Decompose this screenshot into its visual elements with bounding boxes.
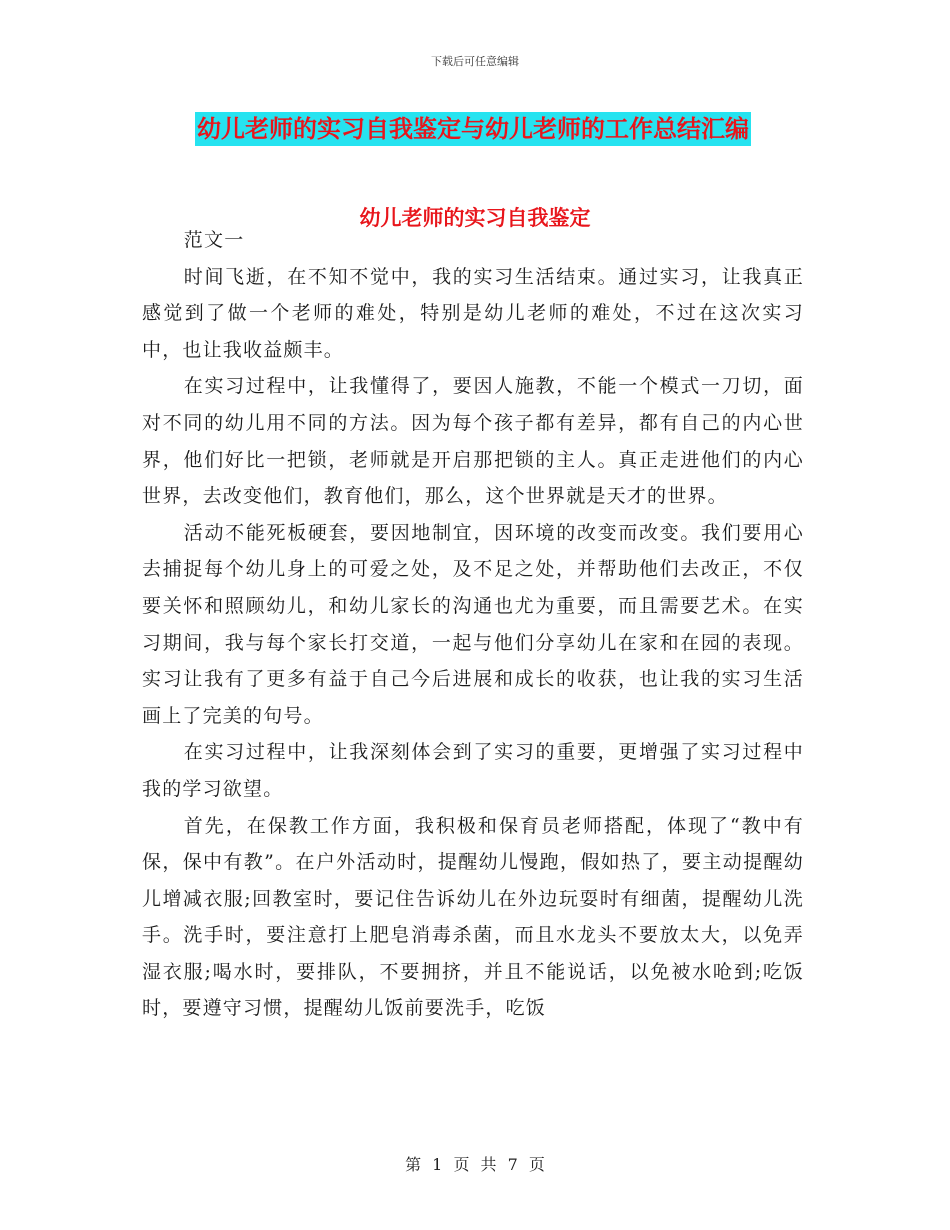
document-title: 幼儿老师的实习自我鉴定与幼儿老师的工作总结汇编 bbox=[195, 112, 751, 146]
paragraph: 活动不能死板硬套，要因地制宜，因环境的改变而改变。我们要用心去捕捉每个幼儿身上的可爱之处，及不足之处，并帮助他们去改正，不仅要关怀和照顾幼儿，和幼儿家长的沟通也尤为重要，而且需要艺术。在实习期间，我与每个家长打交道，一起与他们分享幼儿在家和在园的表现。实习让我有了更多有益于自己今后进展和成长的收获，也让我的实习生活画上了完美的句号。 bbox=[142, 521, 804, 727]
paragraph: 在实习过程中，让我深刻体会到了实习的重要，更增强了实习过程中我的学习欲望。 bbox=[142, 741, 804, 800]
section-title: 幼儿老师的实习自我鉴定 bbox=[359, 206, 591, 230]
document-body bbox=[142, 222, 804, 1027]
paragraph: 在实习过程中，让我懂得了，要因人施教，不能一个模式一刀切，面对不同的幼儿用不同的方法。因为每个孩子都有差异，都有自己的内心世界，他们好比一把锁，老师就是开启那把锁的主人。真正走进他们的内心世界，去改变他们，教育他们，那么，这个世界就是天才的世界。 bbox=[142, 375, 804, 508]
paragraph: 时间飞逝，在不知不觉中，我的实习生活结束。通过实习，让我真正感觉到了做一个老师的难处，特别是幼儿老师的难处，不过在这次实习中，也让我收益颇丰。 bbox=[142, 265, 804, 361]
page-number-footer: 第 1 页 共 7 页 bbox=[405, 1155, 545, 1174]
paragraph-label: 范文一 bbox=[183, 229, 245, 251]
page-header-note: 下载后可任意编辑 bbox=[431, 55, 519, 68]
paragraph: 首先，在保教工作方面，我积极和保育员老师搭配，体现了“教中有保，保中有教”。在户外活动时，提醒幼儿慢跑，假如热了，要主动提醒幼儿增减衣服;回教室时，要记住告诉幼儿在外边玩耍时有细菌，提醒幼儿洗手。洗手时，要注意打上肥皂消毒杀菌，而且水龙头不要放太大，以免弄湿衣服;喝水时，要排队，不要拥挤，并且不能说话，以免被水呛到;吃饭时，要遵守习惯，提醒幼儿饭前要洗手，吃饭 bbox=[142, 814, 804, 1020]
